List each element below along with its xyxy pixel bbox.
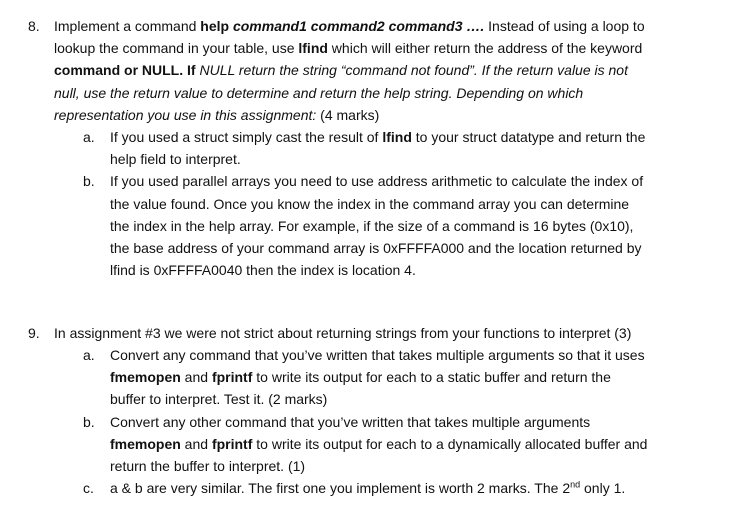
function-name: fmemopen (110, 369, 181, 386)
question-body (54, 15, 710, 126)
italic-text: NULL return the string “command not found”. If the return value is not (195, 62, 628, 79)
subitem-label: c. (83, 480, 94, 497)
text: Convert any other command that you’ve written that takes multiple arguments (110, 413, 591, 430)
text: Convert any command that you’ve written that takes multiple arguments so that it uses (110, 347, 645, 363)
italic-text: null, use the return value to determine and return the help string. Depending on which (54, 84, 584, 101)
text: to write its output for each to a dynamically allocated buffer and (252, 435, 648, 452)
keyword-text: If (183, 62, 196, 79)
question-line (54, 37, 710, 59)
text: the base address of your command array is 0xFFFFA000 and the location returned by (110, 239, 642, 256)
question-line (54, 104, 710, 126)
text: In assignment #3 we were not strict about returning strings from your functions to interpret (3) (54, 325, 632, 341)
keyword-text: command or NULL. (54, 62, 184, 79)
subitem-line (110, 388, 735, 410)
text: the value found. Once you know the index in the command array you can determine (110, 195, 630, 212)
text: buffer to interpret. Test it. (2 marks) (110, 391, 328, 408)
subitem-label: a. (83, 129, 95, 145)
question-line (54, 82, 710, 104)
ordinal-suffix: nd (570, 479, 581, 490)
italic-text: representation you use in this assignment: (54, 106, 317, 123)
command-args: command1 command2 command3 …. (232, 18, 485, 34)
subitem-line (110, 259, 735, 281)
text: which will either return the address of the keyword (327, 40, 643, 57)
function-name: lfind (298, 40, 328, 57)
function-name: fmemopen (110, 435, 181, 452)
subitem-line (110, 344, 735, 366)
text: return the buffer to interpret. (1) (110, 457, 306, 474)
question-number: 8. (28, 18, 40, 34)
text: lookup the command in your table, use (54, 40, 299, 57)
subitem-line (110, 148, 735, 170)
marks: (4 marks) (316, 106, 380, 123)
subitem-label: b. (83, 413, 95, 430)
function-name: fprintf (211, 435, 253, 452)
subitem-a (0, 344, 735, 411)
text: and (180, 435, 212, 452)
text: Instead of using a loop to (484, 18, 645, 34)
text: and (180, 369, 212, 386)
subitem-c (0, 477, 735, 499)
question-line (54, 59, 710, 81)
text: a & b are very similar. The first one you implement is worth 2 marks. The 2 (110, 480, 571, 497)
subitem-label: b. (83, 173, 95, 190)
text: help field to interpret. (110, 151, 241, 168)
subitem-line (110, 366, 735, 388)
subitem-line (110, 237, 735, 259)
text: If you used parallel arrays you need to use address arithmetic to calculate the index of (110, 173, 644, 190)
subitem-line (110, 126, 735, 148)
text: If you used a struct simply cast the result of (110, 129, 383, 145)
function-name: fprintf (211, 369, 253, 386)
text: lfind is 0xFFFFA0040 then the index is location 4. (110, 262, 416, 279)
subitem-list (0, 126, 735, 281)
text: the index in the help array. For example, if the size of a command is 16 bytes (0x10), (110, 217, 634, 234)
subitem-line (110, 411, 735, 433)
text: to your struct datatype and return the (411, 129, 646, 145)
question-body (54, 322, 710, 344)
subitem-b (0, 170, 735, 281)
subitem-label: a. (83, 347, 95, 363)
subitem-a (0, 126, 735, 170)
subitem-line (110, 215, 735, 237)
text: to write its output for each to a static buffer and return the (252, 369, 611, 386)
question-line (54, 322, 710, 344)
question-number: 9. (28, 325, 40, 341)
subitem-b (0, 411, 735, 478)
subitem-list (0, 344, 735, 499)
question-line (54, 15, 710, 37)
text: Implement a command (54, 18, 201, 34)
subitem-line (110, 455, 735, 477)
subitem-line (110, 477, 735, 499)
command-name: help (200, 18, 233, 34)
subitem-line (110, 170, 735, 192)
text: only 1. (580, 480, 626, 497)
function-name: lfind (382, 129, 412, 145)
subitem-line (110, 193, 735, 215)
subitem-line (110, 433, 735, 455)
